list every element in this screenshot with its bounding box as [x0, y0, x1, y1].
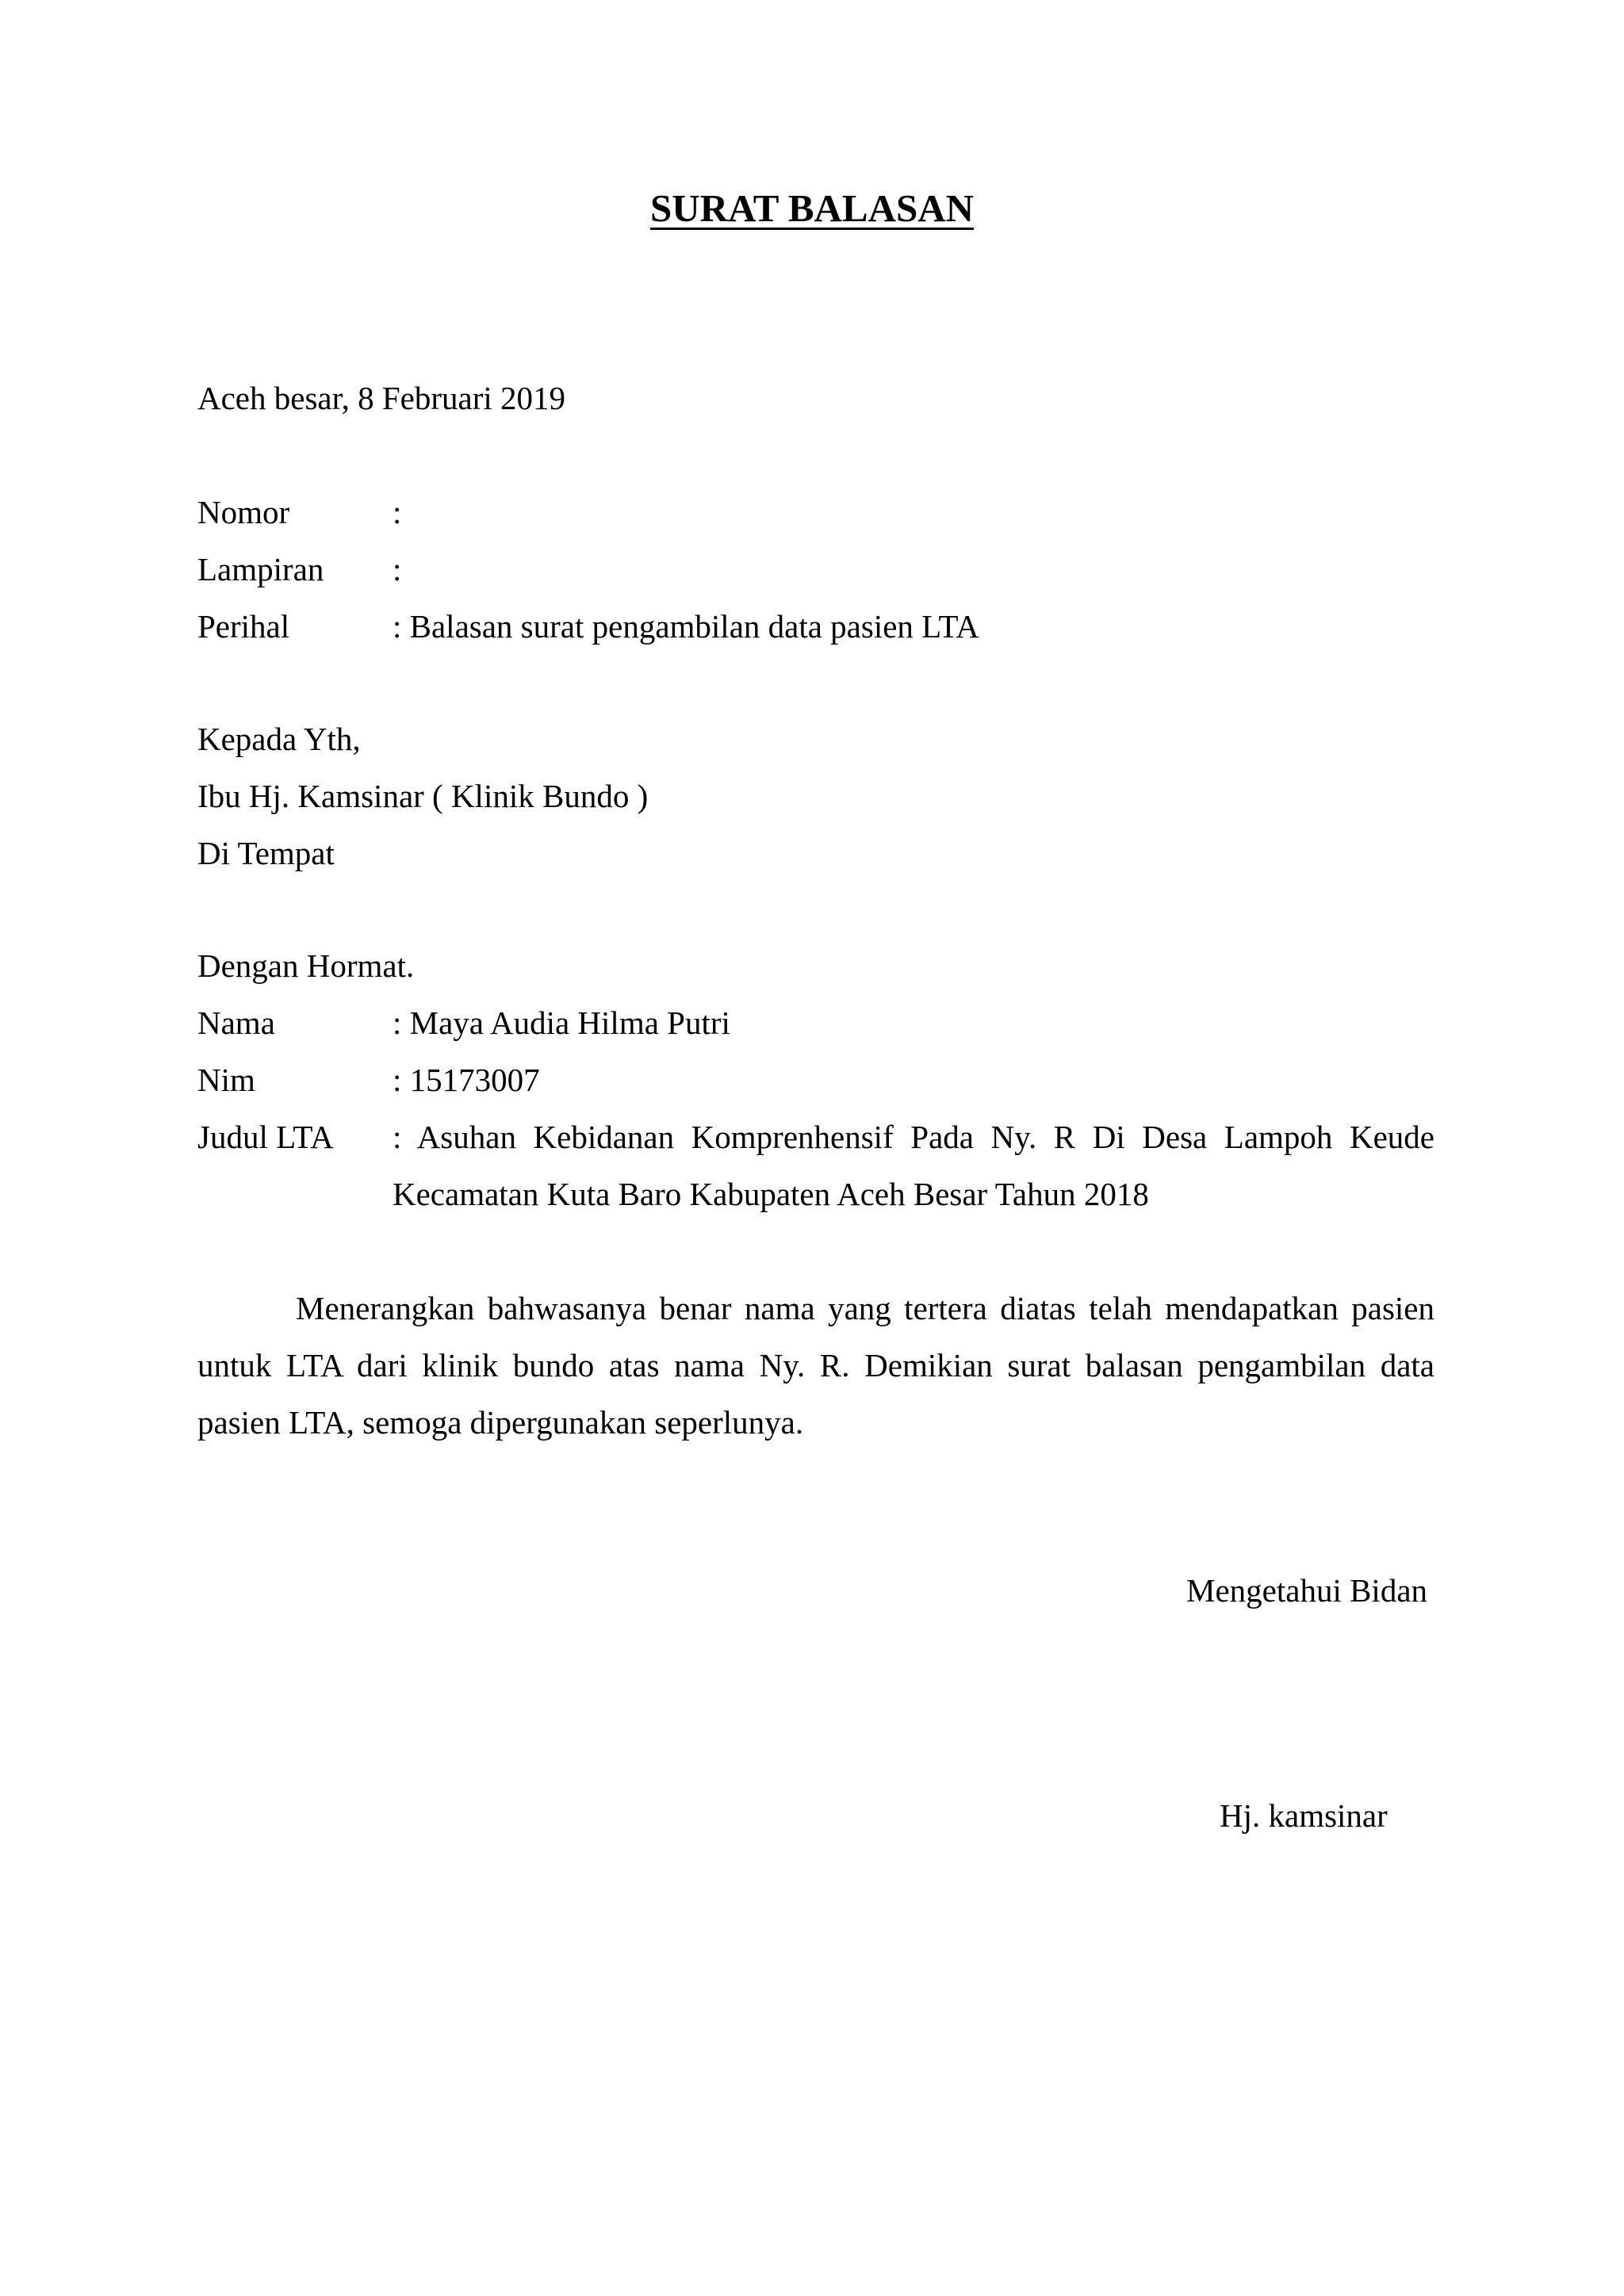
judul-value-line-1: : Asuhan Kebidanan Komprenhensif Pada Ny. R Di Desa Lampoh Keude: [393, 1119, 1434, 1155]
nomor-label: Nomor: [197, 494, 290, 530]
perihal-value: : Balasan surat pengambilan data pasien LTA: [393, 608, 979, 645]
place-date: Aceh besar, 8 Februari 2019: [197, 380, 566, 416]
lampiran-label: Lampiran: [197, 551, 324, 587]
judul-label: Judul LTA: [197, 1119, 334, 1155]
nama-value: : Maya Audia Hilma Putri: [393, 1004, 730, 1041]
letter-title: SURAT BALASAN: [650, 186, 974, 230]
body-line-1: Menerangkan bahwasanya benar nama yang tertera diatas telah mendapatkan pasien: [296, 1290, 1434, 1326]
body-line-3: pasien LTA, semoga dipergunakan seperlunya.: [197, 1404, 804, 1441]
recipient-line-2: Ibu Hj. Kamsinar ( Klinik Bundo ): [197, 778, 649, 814]
recipient-line-3: Di Tempat: [197, 835, 335, 871]
judul-value-line-2: Kecamatan Kuta Baro Kabupaten Aceh Besar Tahun 2018: [393, 1176, 1149, 1212]
nim-value: : 15173007: [393, 1062, 540, 1098]
lampiran-value: :: [393, 551, 402, 587]
greeting: Dengan Hormat.: [197, 947, 415, 984]
perihal-label: Perihal: [197, 608, 290, 645]
recipient-line-1: Kepada Yth,: [197, 721, 361, 757]
body-line-2: untuk LTA dari klinik bundo atas nama Ny. R. Demikian surat balasan pengambilan data: [197, 1347, 1434, 1383]
signatory-name: Hj. kamsinar: [1220, 1797, 1388, 1834]
nama-label: Nama: [197, 1004, 275, 1041]
nim-label: Nim: [197, 1062, 255, 1098]
closing-text: Mengetahui Bidan: [1186, 1572, 1428, 1609]
nomor-value: :: [393, 494, 402, 530]
